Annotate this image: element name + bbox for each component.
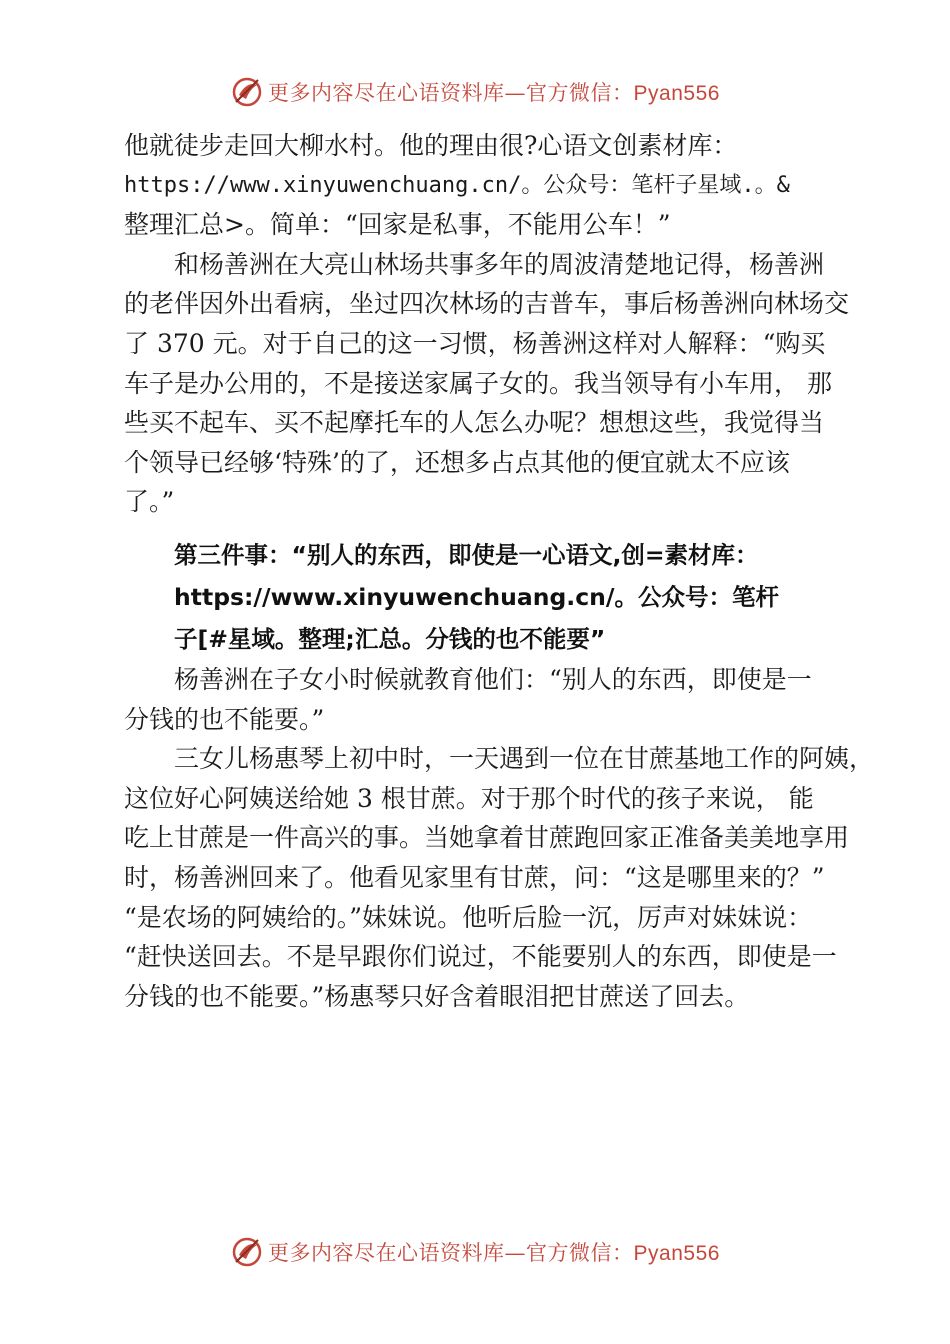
- text-line: 的老伴因外出看病，坐过四次林场的吉普车，事后杨善洲向林场交: [124, 289, 850, 319]
- header-banner: [0, 72, 950, 112]
- paragraph-2: [124, 245, 850, 522]
- logo-icon: [230, 75, 264, 109]
- wechat-id: Pyan556: [633, 82, 720, 105]
- paragraph-3: [124, 660, 834, 739]
- text-line: 时，杨善洲回来了。他看见家里有甘蔗，问：“这是哪里来的？”: [124, 862, 825, 892]
- paragraph-4: [124, 739, 875, 1016]
- text-line: https://www.xinyuwenchuang.cn/。公众号：笔杆子星域.。&: [124, 172, 790, 198]
- text-line: “赶快送回去。不是早跟你们说过，不能要别人的东西，即使是一: [124, 942, 837, 972]
- document-body: [124, 126, 875, 1016]
- section-heading: [124, 534, 834, 660]
- heading-line: 第三件事：“别人的东西，即使是一心语文,创=素材库：: [174, 540, 759, 569]
- text-line: 这位好心阿姨送给她 3 根甘蔗。对于那个时代的孩子来说， 能: [124, 783, 814, 813]
- text-line: 车子是办公用的，不是接送家属子女的。我当领导有小车用， 那: [124, 368, 832, 398]
- text-line: 三女儿杨惠琴上初中时，一天遇到一位在甘蔗基地工作的阿姨，: [174, 744, 875, 774]
- text-line: 他就徒步走回大柳水村。他的理由很?心语文创素材库：: [124, 131, 738, 160]
- footer-banner: [0, 1232, 950, 1272]
- logo-icon: [230, 1235, 264, 1269]
- text-line: 杨善洲在子女小时候就教育他们：“别人的东西，即使是一: [174, 664, 812, 694]
- text-line: 了 370 元。对于自己的这一习惯，杨善洲这样对人解释：“购买: [124, 328, 826, 358]
- paragraph-1: [124, 126, 834, 245]
- text-line: 分钱的也不能要。”杨惠琴只好含着眼泪把甘蔗送了回去。: [124, 981, 750, 1011]
- banner-text: 更多内容尽在心语资料库—官方微信：Pyan556: [268, 81, 720, 105]
- text-line: 分钱的也不能要。”: [124, 704, 325, 734]
- heading-line: https://www.xinyuwenchuang.cn/。公众号：笔杆: [174, 582, 779, 611]
- banner-text: 更多内容尽在心语资料库—官方微信：Pyan556: [268, 1241, 720, 1265]
- wechat-id: Pyan556: [633, 1242, 720, 1265]
- text-line: 吃上甘蔗是一件高兴的事。当她拿着甘蔗跑回家正准备美美地享用: [124, 823, 850, 853]
- text-line: 了。”: [124, 487, 175, 517]
- text-line: 些买不起车、买不起摩托车的人怎么办呢？想想这些，我觉得当: [124, 408, 825, 438]
- heading-line: 子[#星域。整理;汇总。分钱的也不能要”: [174, 624, 606, 653]
- text-line: “是农场的阿姨给的。”妹妹说。他听后脸一沉，厉声对妹妹说：: [124, 902, 813, 932]
- text-line: 和杨善洲在大亮山林场共事多年的周波清楚地记得，杨善洲: [174, 249, 825, 279]
- text-line: 个领导已经够‘特殊’的了，还想多占点其他的便宜就太不应该: [124, 447, 790, 477]
- text-line: 整理汇总>。简单：“回家是私事，不能用公车！”: [124, 210, 671, 240]
